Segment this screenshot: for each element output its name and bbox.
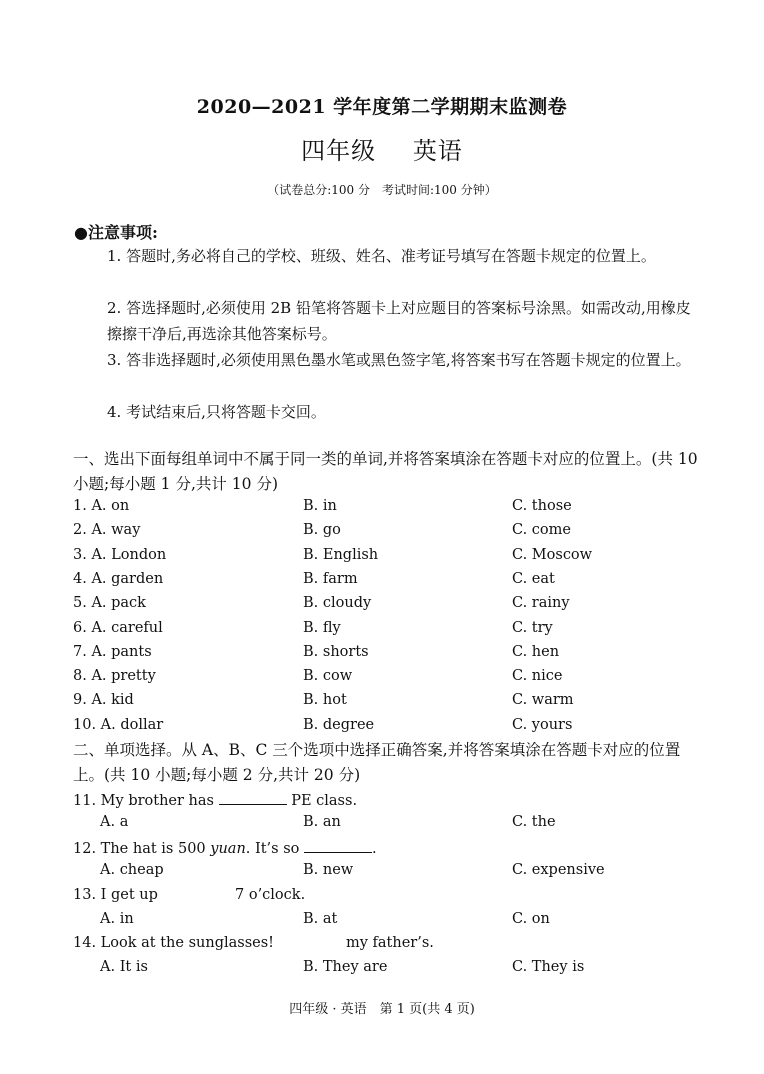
option-c: C. hen bbox=[512, 644, 560, 660]
notice-item: 2. 答选择题时,必须使用 2B 铅笔将答题卡上对应题目的答案标号涂黑。如需改动,用橡皮擦擦干净后,再选涂其他答案标号。 bbox=[107, 299, 691, 343]
exam-title: 2020—2021 学年度第二学期期末监测卷 bbox=[196, 96, 568, 118]
grade-label: 四年级 bbox=[301, 137, 377, 165]
option-c: C. Moscow bbox=[512, 547, 593, 563]
option-b: B. shorts bbox=[303, 644, 369, 660]
answer-blank bbox=[304, 838, 372, 853]
option-a: A. It is bbox=[100, 959, 148, 975]
option-a: 3. A. London bbox=[73, 547, 167, 563]
question-stem: PE class. bbox=[291, 793, 358, 809]
option-a: 1. A. on bbox=[73, 498, 130, 514]
option-b: B. fly bbox=[303, 620, 341, 636]
question-stem: . bbox=[372, 841, 377, 857]
question-stem: my father’s. bbox=[346, 935, 434, 951]
option-c: C. try bbox=[512, 620, 553, 636]
notice-heading: ●注意事项: bbox=[74, 223, 158, 242]
option-a: 2. A. way bbox=[73, 522, 141, 538]
question-12 bbox=[73, 838, 377, 857]
page-footer: 四年级 · 英语 第 1 页(共 4 页) bbox=[289, 1002, 475, 1017]
option-a: 6. A. careful bbox=[73, 620, 163, 636]
option-a: 7. A. pants bbox=[73, 644, 152, 660]
exam-info: （试卷总分:100 分 考试时间:100 分钟） bbox=[267, 183, 497, 197]
option-b: B. at bbox=[303, 911, 338, 927]
option-a: 4. A. garden bbox=[73, 571, 164, 587]
section1-heading: 一、选出下面每组单词中不属于同一类的单词,并将答案填涂在答题卡对应的位置上。(共 10 小题;每小题 1 分,共计 10 分) bbox=[73, 450, 698, 493]
option-c: C. those bbox=[512, 498, 572, 514]
notice-item: 1. 答题时,务必将自己的学校、班级、姓名、准考证号填写在答题卡规定的位置上。 bbox=[107, 247, 656, 265]
option-b: B. degree bbox=[303, 717, 375, 733]
option-a: A. a bbox=[100, 814, 129, 830]
option-a: 8. A. pretty bbox=[73, 668, 156, 684]
question-13: 13. I get up bbox=[73, 887, 158, 903]
question-stem: . It’s so bbox=[245, 841, 300, 857]
option-c: C. yours bbox=[512, 717, 573, 733]
exam-subtitle bbox=[0, 131, 764, 166]
question-11 bbox=[73, 790, 357, 809]
option-c: C. eat bbox=[512, 571, 555, 587]
option-b: B. cloudy bbox=[303, 595, 372, 611]
option-c: C. the bbox=[512, 814, 556, 830]
option-a: A. cheap bbox=[100, 862, 164, 878]
option-b: B. English bbox=[303, 547, 379, 563]
option-b: B. an bbox=[303, 814, 341, 830]
notice-item: 3. 答非选择题时,必须使用黑色墨水笔或黑色签字笔,将答案书写在答题卡规定的位置上。 bbox=[107, 351, 691, 369]
subject-label: 英语 bbox=[412, 137, 463, 165]
option-a: 10. A. dollar bbox=[73, 717, 164, 733]
question-stem: yuan bbox=[210, 841, 246, 857]
option-c: C. warm bbox=[512, 692, 574, 708]
question-stem: 11. My brother has bbox=[73, 793, 214, 809]
option-b: B. They are bbox=[303, 959, 388, 975]
option-c: C. They is bbox=[512, 959, 585, 975]
notice-item: 4. 考试结束后,只将答题卡交回。 bbox=[107, 403, 326, 421]
option-c: C. expensive bbox=[512, 862, 605, 878]
question-stem: 7 o’clock. bbox=[235, 887, 306, 903]
option-b: B. go bbox=[303, 522, 341, 538]
option-b: B. farm bbox=[303, 571, 358, 587]
option-c: C. on bbox=[512, 911, 550, 927]
option-c: C. nice bbox=[512, 668, 563, 684]
answer-blank bbox=[219, 790, 287, 805]
option-a: A. in bbox=[100, 911, 134, 927]
question-stem: 12. The hat is 500 bbox=[73, 841, 206, 857]
option-c: C. come bbox=[512, 522, 571, 538]
option-b: B. in bbox=[303, 498, 337, 514]
option-c: C. rainy bbox=[512, 595, 570, 611]
option-b: B. cow bbox=[303, 668, 353, 684]
option-a: 5. A. pack bbox=[73, 595, 146, 611]
option-a: 9. A. kid bbox=[73, 692, 134, 708]
question-14: 14. Look at the sunglasses! bbox=[73, 935, 275, 951]
section2-heading: 二、单项选择。从 A、B、C 三个选项中选择正确答案,并将答案填涂在答题卡对应的位置上。(共 10 小题;每小题 2 分,共计 20 分) bbox=[73, 741, 681, 784]
option-b: B. new bbox=[303, 862, 354, 878]
option-b: B. hot bbox=[303, 692, 347, 708]
